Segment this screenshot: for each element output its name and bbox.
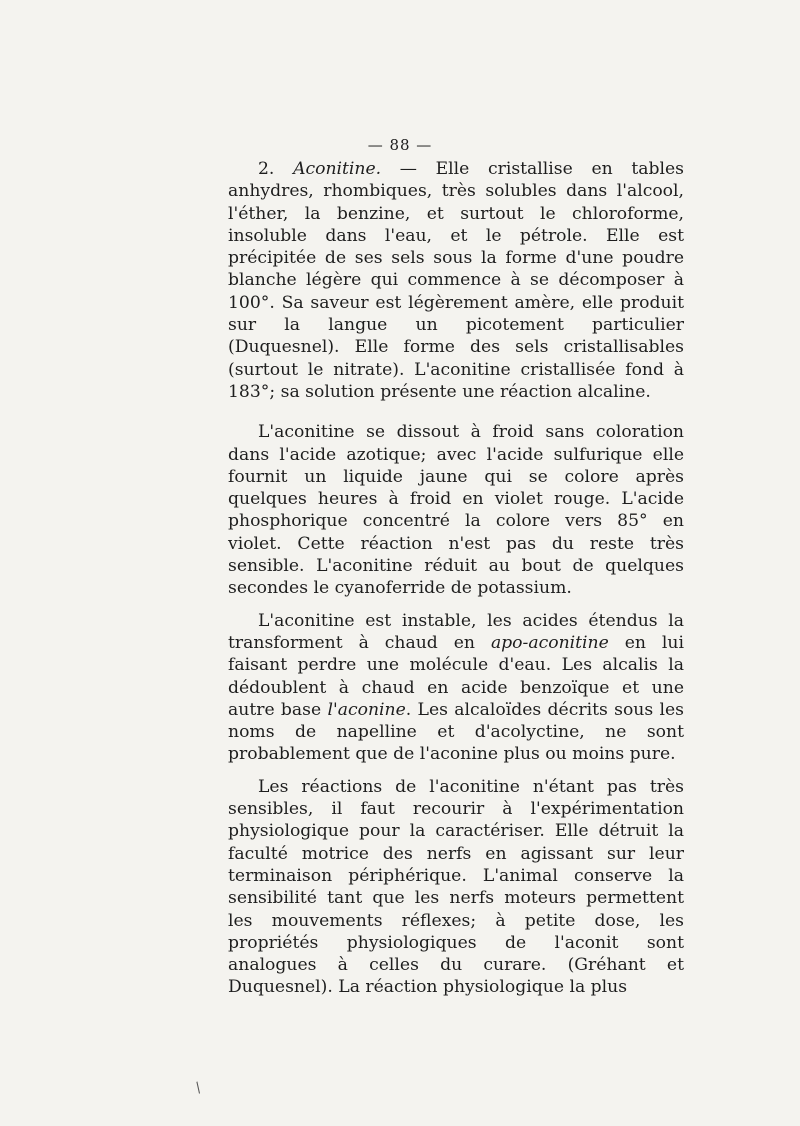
paragraph-text: — Elle cristallise en tables anhydres, rhombiques, très solubles dans l'alcool, l'éther, la benzine, et surtout le chloroforme, insoluble dans l'eau, et le pétrole. Elle est précipitée de ses sels sous la forme d'une poudre blanche légère qui commence à se décomposer à 100°. Sa saveur est légèrement amère, elle produit sur la langue un picotement particulier (Duquesnel). Elle forme des sels cristallisables (surtout le nitrate). L'aconitine cristallisée fond à 183°; sa solution présente une réaction alcaline. xyxy=(228,159,684,402)
paragraph-reactions-acids xyxy=(228,421,684,599)
paragraph-text: en lui faisant perdre une molécule d'eau. Les alcalis la dédoublent à chaud en acide benzoïque et une autre base xyxy=(228,632,684,720)
emphasized-term: l'aconine xyxy=(327,699,406,720)
body-text xyxy=(228,158,684,999)
paragraph-physiology xyxy=(228,776,684,999)
section-term: Aconitine. xyxy=(293,159,382,179)
paragraph-text: Les réactions de l'aconitine n'étant pas très sensibles, il faut recourir à l'expérimentation physiologique pour la caractériser. Elle détruit la faculté motrice des nerfs en agissant sur leur terminaison périphérique. L'animal conserve la sensibilité tant que les nerfs moteurs permettent les mouvements réflexes; à petite dose, les propriétés physiologiques de l'aconit sont analogues à celles du curare. (Gréhant et Duquesnel). La réaction physiologique la plus xyxy=(228,776,684,998)
emphasized-term: apo-aconitine xyxy=(490,632,609,653)
paragraph-text: L'aconitine se dissout à froid sans coloration dans l'acide azotique; avec l'acide sulfurique elle fournit un liquide jaune qui se colore après quelques heures à froid en violet rouge. L'acide phosphorique concentré la colore vers 85° en violet. Cette réaction n'est pas du reste très sensible. L'aconitine réduit au bout de quelques secondes le cyanoferride de potassium. xyxy=(228,422,684,599)
paragraph-instability xyxy=(228,610,684,766)
paragraph-text: . Les alcaloïdes décrits sous les noms de napelline et d'acolyctine, ne sont probablement que de l'aconine plus ou moins pure. xyxy=(228,699,684,765)
paragraph-aconitine-properties xyxy=(228,158,684,403)
paragraph-text: L'aconitine est instable, les acides étendus la transforment à chaud en xyxy=(228,610,684,653)
stray-pen-mark: / xyxy=(192,1079,205,1097)
section-number: 2. xyxy=(258,159,294,179)
page-number: — 88 — xyxy=(367,136,433,154)
